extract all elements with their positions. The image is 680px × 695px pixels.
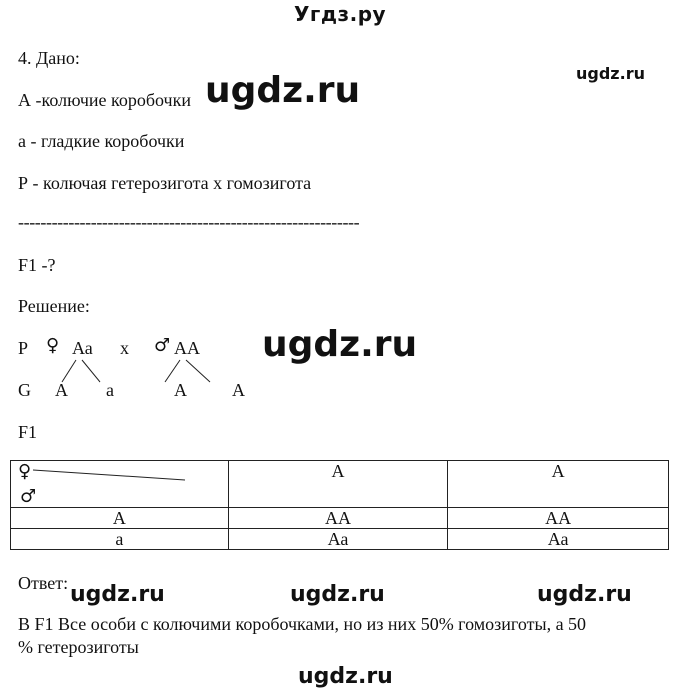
watermark: ugdz.ru [205, 70, 361, 111]
genotype-cell: Аа [448, 529, 669, 550]
parents-description: Р - колючая гетерозигота х гомозигота [18, 173, 312, 193]
allele-dominant: А -колючие коробочки [18, 90, 191, 110]
punnett-table [10, 460, 669, 550]
genotype-cell: АА [228, 508, 448, 529]
watermark: ugdz.ru [537, 582, 632, 607]
corner-diagonal [11, 461, 229, 507]
gamete-3: А [174, 380, 187, 400]
row-gamete: А [11, 508, 229, 529]
female-symbol-icon: ♀ [46, 335, 60, 356]
divider-dashes: ------------------------------------------------------------- [18, 212, 360, 232]
table-row [11, 529, 669, 550]
p-label: P [18, 338, 29, 358]
allele-recessive: а - гладкие коробочки [18, 131, 185, 151]
gamete-4: А [232, 380, 245, 400]
watermark: ugdz.ru [290, 582, 385, 607]
header-gamete-2: А [448, 461, 669, 508]
cross-sign: х [120, 338, 129, 358]
answer-text-line1: В F1 Все особи с колючими коробочками, но из них 50% гомозиготы, а 50 [18, 614, 587, 634]
male-symbol-icon: ♂ [20, 486, 37, 507]
genotype-cell: Аа [228, 529, 448, 550]
watermark: ugdz.ru [576, 64, 645, 83]
question-F1: F1 -? [18, 255, 56, 275]
answer-label: Ответ: [18, 573, 69, 593]
row-gamete: а [11, 529, 229, 550]
male-genotype: АА [174, 338, 200, 358]
male-symbol-icon: ♂ [154, 335, 171, 356]
genotype-cell: АА [448, 508, 669, 529]
watermark: ugdz.ru [70, 582, 165, 607]
answer-text-line2: % гетерозиготы [18, 637, 139, 657]
table-row [11, 508, 669, 529]
g-label: G [18, 380, 31, 400]
task-given: 4. Дано: [18, 48, 80, 68]
gamete-2: а [106, 380, 114, 400]
watermark: ugdz.ru [262, 324, 418, 365]
solution-heading: Решение: [18, 296, 90, 316]
header-gamete-1: А [228, 461, 448, 508]
gamete-1: А [55, 380, 68, 400]
site-title: Угдз.ру [293, 2, 387, 26]
f1-label: F1 [18, 422, 38, 442]
watermark: ugdz.ru [298, 664, 393, 689]
table-corner [11, 461, 229, 508]
female-genotype: Аа [72, 338, 93, 358]
female-symbol-icon: ♀ [18, 461, 32, 482]
